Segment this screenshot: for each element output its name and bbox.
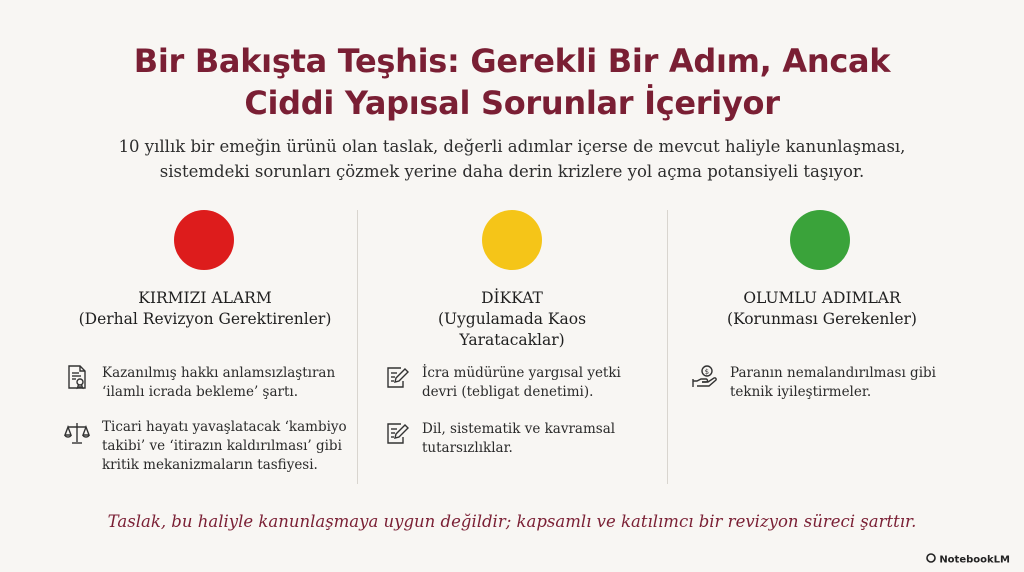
svg-text:$: $ — [704, 368, 710, 376]
scales-icon — [64, 420, 90, 446]
column-divider — [667, 210, 668, 484]
list-item: Ticari hayatı yavaşlatacak ‘kambiyo takibi’ ve ‘itirazın kaldırılması’ gibi kritik mekanizmaların tasfiyesi. — [64, 418, 354, 478]
list-item: Dil, sistematik ve kavramsal tutarsızlıklar. — [384, 420, 654, 464]
green-status-dot — [790, 210, 850, 270]
title-line-1: Bir Bakışta Teşhis: Gerekli Bir Adım, Ancak — [133, 42, 891, 80]
brand-watermark: NotebookLM — [926, 553, 1010, 566]
subtitle-line-1: 10 yıllık bir emeğin ürünü olan taslak, değerli adımlar içerse de mevcut haliyle kanunlaşması, — [118, 137, 906, 156]
notebooklm-logo-icon — [926, 553, 936, 566]
money-hand-icon — [692, 364, 718, 390]
edit-document-icon — [384, 420, 410, 446]
list-item: $ Paranın nemalandırılması gibi teknik iyileştirmeler. — [692, 364, 982, 408]
subtitle-line-2: sistemdeki sorunları çözmek yerine daha derin krizlere yol açma potansiyeli taşıyor. — [159, 162, 865, 181]
certificate-document-icon — [64, 364, 90, 390]
list-item: Kazanılmış hakkı anlamsızlaştıran ‘ilamlı icrada bekleme’ şartı. — [64, 364, 354, 424]
red-status-dot — [174, 210, 234, 270]
column-heading: DİKKAT (Uygulamada Kaos Yaratacaklar) — [437, 289, 587, 349]
page-subtitle — [0, 134, 1024, 184]
yellow-status-dot — [482, 210, 542, 270]
column-heading: KIRMIZI ALARM (Derhal Revizyon Gerektirenler) — [78, 289, 332, 328]
page-title — [0, 40, 1024, 124]
column-heading: OLUMLU ADIMLAR (Korunması Gerekenler) — [727, 289, 917, 328]
edit-document-icon — [384, 364, 410, 390]
title-line-2: Ciddi Yapısal Sorunlar İçeriyor — [244, 84, 780, 122]
column-divider — [357, 210, 358, 484]
list-item: İcra müdürüne yargısal yetki devri (tebligat denetimi). — [384, 364, 654, 408]
conclusion-text: Taslak, bu haliyle kanunlaşmaya uygun değildir; kapsamlı ve katılımcı bir revizyon süreci şarttır. — [107, 512, 917, 531]
